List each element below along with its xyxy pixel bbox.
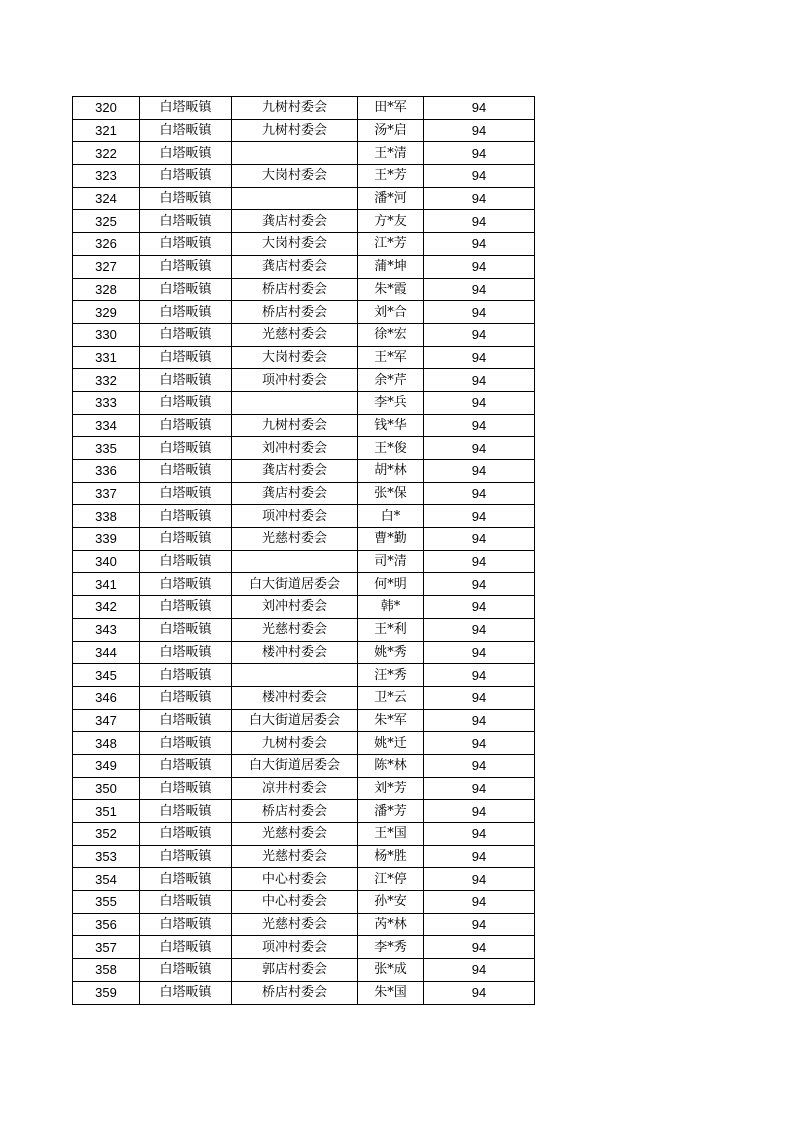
row-number-cell: 354 — [73, 868, 140, 891]
town-cell: 白塔畈镇 — [140, 891, 232, 914]
table-row — [73, 119, 535, 142]
value-cell: 94 — [424, 97, 535, 120]
value-cell: 94 — [424, 278, 535, 301]
table-row — [73, 573, 535, 596]
row-number-cell: 331 — [73, 346, 140, 369]
row-number-cell: 345 — [73, 664, 140, 687]
town-cell: 白塔畈镇 — [140, 981, 232, 1004]
town-cell: 白塔畈镇 — [140, 414, 232, 437]
row-number-cell: 343 — [73, 618, 140, 641]
person-name-cell: 方*友 — [358, 210, 424, 233]
town-cell: 白塔畈镇 — [140, 460, 232, 483]
village-cell — [232, 142, 358, 165]
table-row — [73, 142, 535, 165]
row-number-cell: 337 — [73, 482, 140, 505]
table-row — [73, 301, 535, 324]
table-row — [73, 936, 535, 959]
row-number-cell: 338 — [73, 505, 140, 528]
value-cell: 94 — [424, 301, 535, 324]
value-cell: 94 — [424, 369, 535, 392]
person-name-cell: 王*军 — [358, 346, 424, 369]
village-cell: 龚店村委会 — [232, 482, 358, 505]
table-row — [73, 823, 535, 846]
village-cell: 光慈村委会 — [232, 618, 358, 641]
table-row — [73, 754, 535, 777]
table-row — [73, 868, 535, 891]
town-cell: 白塔畈镇 — [140, 664, 232, 687]
town-cell: 白塔畈镇 — [140, 505, 232, 528]
town-cell: 白塔畈镇 — [140, 550, 232, 573]
village-cell — [232, 550, 358, 573]
town-cell: 白塔畈镇 — [140, 528, 232, 551]
row-number-cell: 350 — [73, 777, 140, 800]
town-cell: 白塔畈镇 — [140, 346, 232, 369]
person-name-cell: 孙*安 — [358, 891, 424, 914]
village-cell: 九树村委会 — [232, 414, 358, 437]
value-cell: 94 — [424, 119, 535, 142]
value-cell: 94 — [424, 641, 535, 664]
value-cell: 94 — [424, 686, 535, 709]
village-cell — [232, 391, 358, 414]
town-cell: 白塔畈镇 — [140, 800, 232, 823]
person-name-cell: 张*保 — [358, 482, 424, 505]
row-number-cell: 335 — [73, 437, 140, 460]
person-name-cell: 姚*迁 — [358, 732, 424, 755]
town-cell: 白塔畈镇 — [140, 686, 232, 709]
value-cell: 94 — [424, 709, 535, 732]
person-name-cell: 刘*合 — [358, 301, 424, 324]
town-cell: 白塔畈镇 — [140, 255, 232, 278]
table-row — [73, 800, 535, 823]
person-name-cell: 潘*河 — [358, 187, 424, 210]
table-row — [73, 187, 535, 210]
village-cell: 大岗村委会 — [232, 346, 358, 369]
table-row — [73, 369, 535, 392]
village-cell: 九树村委会 — [232, 97, 358, 120]
person-name-cell: 何*明 — [358, 573, 424, 596]
table-row — [73, 959, 535, 982]
village-cell: 光慈村委会 — [232, 913, 358, 936]
row-number-cell: 340 — [73, 550, 140, 573]
row-number-cell: 321 — [73, 119, 140, 142]
row-number-cell: 322 — [73, 142, 140, 165]
village-cell: 项冲村委会 — [232, 505, 358, 528]
table-row — [73, 981, 535, 1004]
row-number-cell: 330 — [73, 323, 140, 346]
table-row — [73, 777, 535, 800]
person-name-cell: 胡*林 — [358, 460, 424, 483]
table-row — [73, 913, 535, 936]
village-cell: 郭店村委会 — [232, 959, 358, 982]
value-cell: 94 — [424, 936, 535, 959]
table-row — [73, 550, 535, 573]
row-number-cell: 359 — [73, 981, 140, 1004]
person-name-cell: 白* — [358, 505, 424, 528]
village-cell: 中心村委会 — [232, 891, 358, 914]
table-row — [73, 664, 535, 687]
row-number-cell: 336 — [73, 460, 140, 483]
person-name-cell: 汪*秀 — [358, 664, 424, 687]
table-row — [73, 618, 535, 641]
village-cell: 白大街道居委会 — [232, 754, 358, 777]
person-name-cell: 徐*宏 — [358, 323, 424, 346]
town-cell: 白塔畈镇 — [140, 210, 232, 233]
table-row — [73, 414, 535, 437]
person-name-cell: 司*清 — [358, 550, 424, 573]
table-row — [73, 255, 535, 278]
person-name-cell: 朱*军 — [358, 709, 424, 732]
person-name-cell: 余*芹 — [358, 369, 424, 392]
row-number-cell: 326 — [73, 233, 140, 256]
person-name-cell: 姚*秀 — [358, 641, 424, 664]
person-name-cell: 江*停 — [358, 868, 424, 891]
town-cell: 白塔畈镇 — [140, 913, 232, 936]
table-row — [73, 641, 535, 664]
row-number-cell: 346 — [73, 686, 140, 709]
value-cell: 94 — [424, 233, 535, 256]
town-cell: 白塔畈镇 — [140, 119, 232, 142]
value-cell: 94 — [424, 596, 535, 619]
table-row — [73, 528, 535, 551]
person-name-cell: 朱*国 — [358, 981, 424, 1004]
person-name-cell: 蒲*坤 — [358, 255, 424, 278]
row-number-cell: 348 — [73, 732, 140, 755]
town-cell: 白塔畈镇 — [140, 823, 232, 846]
table-body — [73, 97, 535, 1005]
person-name-cell: 刘*芳 — [358, 777, 424, 800]
table-row — [73, 686, 535, 709]
value-cell: 94 — [424, 210, 535, 233]
row-number-cell: 334 — [73, 414, 140, 437]
village-cell: 凉井村委会 — [232, 777, 358, 800]
row-number-cell: 342 — [73, 596, 140, 619]
row-number-cell: 320 — [73, 97, 140, 120]
person-name-cell: 朱*霞 — [358, 278, 424, 301]
table-row — [73, 323, 535, 346]
value-cell: 94 — [424, 165, 535, 188]
row-number-cell: 353 — [73, 845, 140, 868]
village-cell — [232, 187, 358, 210]
village-cell: 九树村委会 — [232, 732, 358, 755]
town-cell: 白塔畈镇 — [140, 868, 232, 891]
row-number-cell: 347 — [73, 709, 140, 732]
row-number-cell: 349 — [73, 754, 140, 777]
town-cell: 白塔畈镇 — [140, 641, 232, 664]
town-cell: 白塔畈镇 — [140, 187, 232, 210]
value-cell: 94 — [424, 550, 535, 573]
value-cell: 94 — [424, 460, 535, 483]
town-cell: 白塔畈镇 — [140, 618, 232, 641]
value-cell: 94 — [424, 187, 535, 210]
value-cell: 94 — [424, 528, 535, 551]
person-name-cell: 王*芳 — [358, 165, 424, 188]
table-row — [73, 97, 535, 120]
data-table — [72, 96, 535, 1005]
row-number-cell: 339 — [73, 528, 140, 551]
village-cell: 光慈村委会 — [232, 323, 358, 346]
row-number-cell: 344 — [73, 641, 140, 664]
village-cell: 白大街道居委会 — [232, 709, 358, 732]
village-cell: 桥店村委会 — [232, 278, 358, 301]
village-cell: 桥店村委会 — [232, 981, 358, 1004]
row-number-cell: 352 — [73, 823, 140, 846]
village-cell: 刘冲村委会 — [232, 596, 358, 619]
value-cell: 94 — [424, 868, 535, 891]
row-number-cell: 327 — [73, 255, 140, 278]
row-number-cell: 357 — [73, 936, 140, 959]
village-cell: 桥店村委会 — [232, 301, 358, 324]
town-cell: 白塔畈镇 — [140, 233, 232, 256]
value-cell: 94 — [424, 732, 535, 755]
table-row — [73, 482, 535, 505]
person-name-cell: 曹*勤 — [358, 528, 424, 551]
table-row — [73, 346, 535, 369]
table-row — [73, 437, 535, 460]
town-cell: 白塔畈镇 — [140, 369, 232, 392]
person-name-cell: 汤*启 — [358, 119, 424, 142]
town-cell: 白塔畈镇 — [140, 165, 232, 188]
table-row — [73, 732, 535, 755]
village-cell: 光慈村委会 — [232, 845, 358, 868]
person-name-cell: 钱*华 — [358, 414, 424, 437]
table-row — [73, 845, 535, 868]
value-cell: 94 — [424, 323, 535, 346]
value-cell: 94 — [424, 981, 535, 1004]
row-number-cell: 356 — [73, 913, 140, 936]
village-cell: 项冲村委会 — [232, 369, 358, 392]
village-cell — [232, 664, 358, 687]
town-cell: 白塔畈镇 — [140, 391, 232, 414]
table-row — [73, 709, 535, 732]
town-cell: 白塔畈镇 — [140, 936, 232, 959]
village-cell: 龚店村委会 — [232, 210, 358, 233]
person-name-cell: 韩* — [358, 596, 424, 619]
row-number-cell: 358 — [73, 959, 140, 982]
town-cell: 白塔畈镇 — [140, 777, 232, 800]
village-cell: 大岗村委会 — [232, 165, 358, 188]
value-cell: 94 — [424, 437, 535, 460]
value-cell: 94 — [424, 255, 535, 278]
village-cell: 龚店村委会 — [232, 255, 358, 278]
table-row — [73, 460, 535, 483]
row-number-cell: 332 — [73, 369, 140, 392]
value-cell: 94 — [424, 618, 535, 641]
table-row — [73, 391, 535, 414]
row-number-cell: 333 — [73, 391, 140, 414]
town-cell: 白塔畈镇 — [140, 482, 232, 505]
person-name-cell: 王*国 — [358, 823, 424, 846]
row-number-cell: 328 — [73, 278, 140, 301]
value-cell: 94 — [424, 845, 535, 868]
table-row — [73, 596, 535, 619]
village-cell: 龚店村委会 — [232, 460, 358, 483]
village-cell: 白大街道居委会 — [232, 573, 358, 596]
village-cell: 光慈村委会 — [232, 823, 358, 846]
village-cell: 大岗村委会 — [232, 233, 358, 256]
value-cell: 94 — [424, 891, 535, 914]
person-name-cell: 田*军 — [358, 97, 424, 120]
value-cell: 94 — [424, 913, 535, 936]
table-row — [73, 233, 535, 256]
town-cell: 白塔畈镇 — [140, 596, 232, 619]
table-row — [73, 505, 535, 528]
table-row — [73, 165, 535, 188]
town-cell: 白塔畈镇 — [140, 732, 232, 755]
town-cell: 白塔畈镇 — [140, 278, 232, 301]
row-number-cell: 355 — [73, 891, 140, 914]
value-cell: 94 — [424, 777, 535, 800]
person-name-cell: 李*秀 — [358, 936, 424, 959]
table-row — [73, 210, 535, 233]
village-cell: 项冲村委会 — [232, 936, 358, 959]
town-cell: 白塔畈镇 — [140, 573, 232, 596]
person-name-cell: 李*兵 — [358, 391, 424, 414]
village-cell: 刘冲村委会 — [232, 437, 358, 460]
person-name-cell: 张*成 — [358, 959, 424, 982]
town-cell: 白塔畈镇 — [140, 845, 232, 868]
value-cell: 94 — [424, 664, 535, 687]
town-cell: 白塔畈镇 — [140, 323, 232, 346]
value-cell: 94 — [424, 346, 535, 369]
person-name-cell: 卫*云 — [358, 686, 424, 709]
value-cell: 94 — [424, 959, 535, 982]
person-name-cell: 芮*林 — [358, 913, 424, 936]
value-cell: 94 — [424, 573, 535, 596]
village-cell: 中心村委会 — [232, 868, 358, 891]
town-cell: 白塔畈镇 — [140, 709, 232, 732]
value-cell: 94 — [424, 391, 535, 414]
value-cell: 94 — [424, 482, 535, 505]
value-cell: 94 — [424, 823, 535, 846]
table-row — [73, 891, 535, 914]
person-name-cell: 王*利 — [358, 618, 424, 641]
value-cell: 94 — [424, 800, 535, 823]
value-cell: 94 — [424, 754, 535, 777]
row-number-cell: 324 — [73, 187, 140, 210]
town-cell: 白塔畈镇 — [140, 142, 232, 165]
table-row — [73, 278, 535, 301]
value-cell: 94 — [424, 142, 535, 165]
village-cell: 楼冲村委会 — [232, 641, 358, 664]
town-cell: 白塔畈镇 — [140, 97, 232, 120]
person-name-cell: 杨*胜 — [358, 845, 424, 868]
town-cell: 白塔畈镇 — [140, 959, 232, 982]
village-cell: 光慈村委会 — [232, 528, 358, 551]
village-cell: 桥店村委会 — [232, 800, 358, 823]
row-number-cell: 351 — [73, 800, 140, 823]
person-name-cell: 王*清 — [358, 142, 424, 165]
town-cell: 白塔畈镇 — [140, 754, 232, 777]
town-cell: 白塔畈镇 — [140, 301, 232, 324]
person-name-cell: 陈*林 — [358, 754, 424, 777]
village-cell: 九树村委会 — [232, 119, 358, 142]
row-number-cell: 323 — [73, 165, 140, 188]
row-number-cell: 341 — [73, 573, 140, 596]
row-number-cell: 329 — [73, 301, 140, 324]
village-cell: 楼冲村委会 — [232, 686, 358, 709]
person-name-cell: 江*芳 — [358, 233, 424, 256]
person-name-cell: 潘*芳 — [358, 800, 424, 823]
value-cell: 94 — [424, 505, 535, 528]
town-cell: 白塔畈镇 — [140, 437, 232, 460]
row-number-cell: 325 — [73, 210, 140, 233]
value-cell: 94 — [424, 414, 535, 437]
person-name-cell: 王*俊 — [358, 437, 424, 460]
